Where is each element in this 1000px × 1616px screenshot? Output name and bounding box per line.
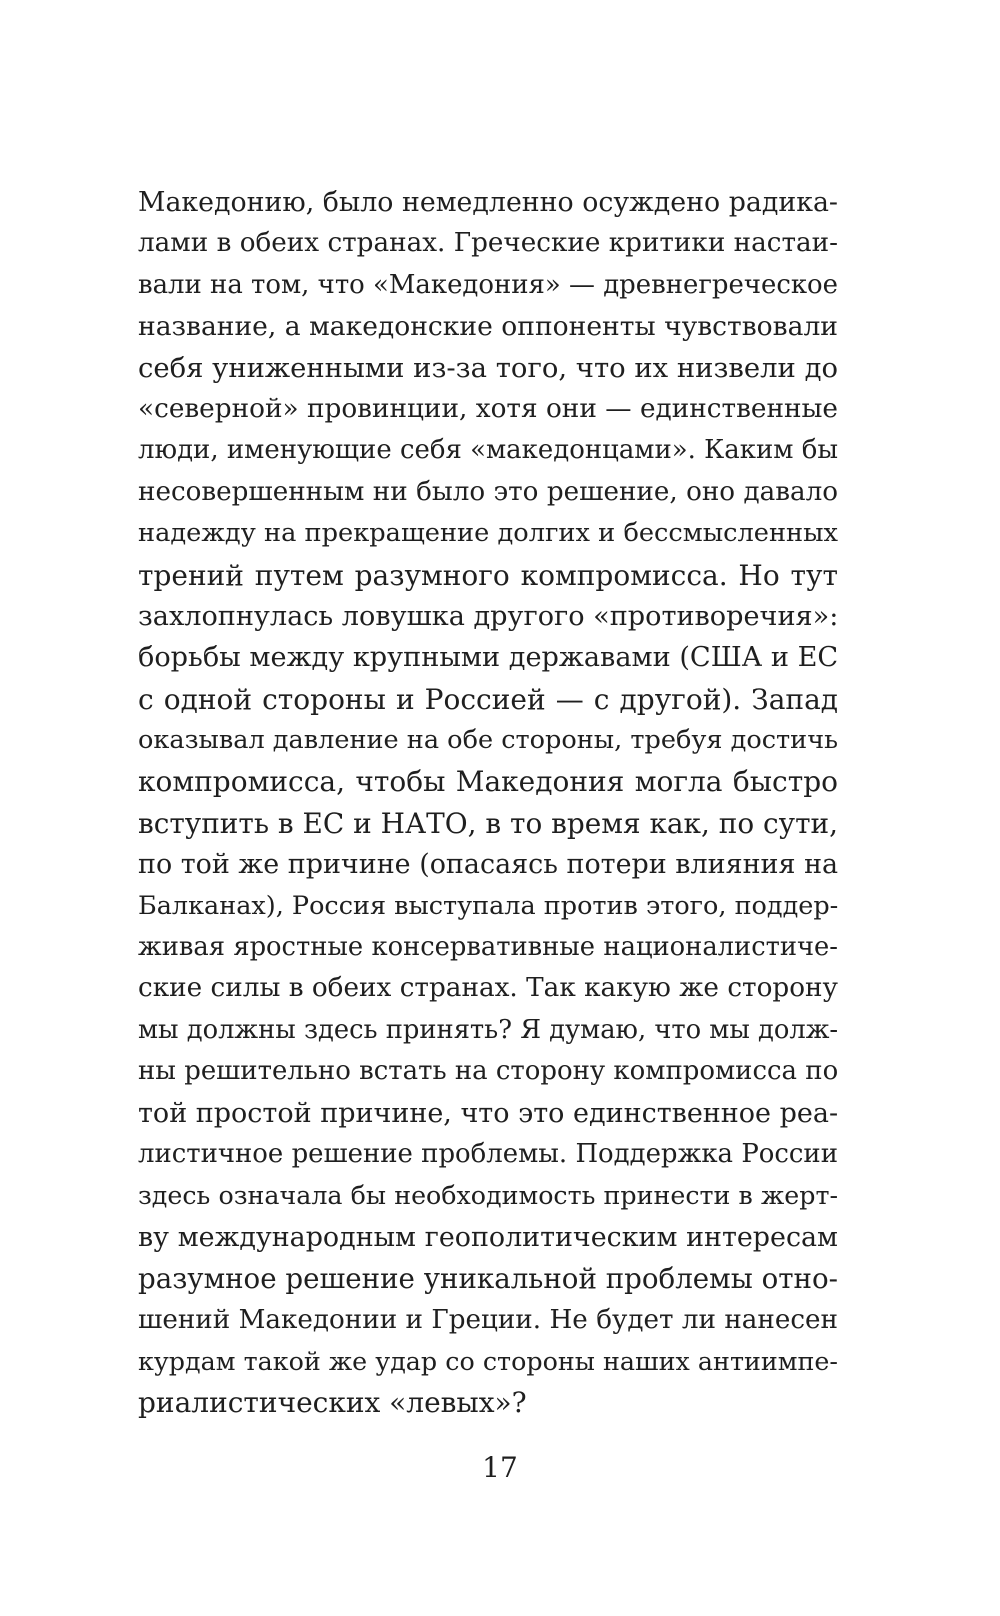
text-line: ские силы в обеих странах. Так какую же сторону bbox=[138, 973, 838, 1004]
text-line-last: риалистических «левых»? bbox=[138, 1386, 527, 1420]
text-line: мы должны здесь принять? Я думаю, что мы долж- bbox=[138, 1014, 839, 1045]
text-line: по той же причине (опасаясь потери влияния на bbox=[138, 849, 839, 881]
text-line: вали на том, что «Македония» — древнегреческое bbox=[138, 269, 838, 300]
text-line: вступить в ЕС и НАТО, в то время как, по сути, bbox=[138, 806, 838, 840]
text-line: оказывал давление на обе стороны, требуя достичь bbox=[138, 725, 838, 756]
text-line: «северной» провинции, хотя они — единственные bbox=[138, 393, 838, 424]
text-line: люди, именующие себя «македонцами». Каким бы bbox=[138, 435, 838, 466]
text-line: захлопнулась ловушка другого «противоречия»: bbox=[138, 600, 839, 632]
text-line: лами в обеих странах. Греческие критики настаи- bbox=[138, 228, 838, 259]
text-line: ны решительно встать на сторону компромисса по bbox=[138, 1056, 839, 1087]
text-line: себя униженными из-за того, что их низвели до bbox=[138, 352, 838, 384]
text-line: с одной стороны и Россией — с другой). Запад bbox=[138, 682, 838, 716]
text-line: листичное решение проблемы. Поддержка России bbox=[138, 1138, 838, 1169]
text-line: здесь означала бы необходимость принести в жерт- bbox=[138, 1180, 838, 1211]
text-line: шений Македонии и Греции. Не будет ли нанесен bbox=[138, 1304, 838, 1335]
page-number: 17 bbox=[482, 1451, 518, 1484]
text-line: компромисса, чтобы Македония могла быстро bbox=[138, 765, 838, 799]
text-line: той простой причине, что это единственное реа- bbox=[138, 1097, 839, 1129]
text-line: название, а македонские оппоненты чувствовали bbox=[138, 311, 838, 343]
text-line: несовершенным ни было это решение, оно давало bbox=[138, 476, 838, 507]
text-line: надежду на прекращение долгих и бессмысленных bbox=[138, 518, 838, 549]
text-line: Македонию, было немедленно осуждено радика- bbox=[138, 187, 838, 218]
body-text bbox=[138, 182, 838, 1424]
text-line: борьбы между крупными державами (США и ЕС bbox=[138, 642, 839, 674]
text-line: живая яростные консервативные националистиче- bbox=[138, 932, 838, 963]
text-line: разумное решение уникальной проблемы отно- bbox=[138, 1262, 838, 1296]
text-line: трений путем разумного компромисса. Но тут bbox=[138, 558, 838, 592]
text-line: курдам такой же удар со стороны наших антиимпе- bbox=[138, 1345, 838, 1376]
text-line: ву международным геополитическим интересам bbox=[138, 1221, 838, 1253]
text-line: Балканах), Россия выступала против этого, поддер- bbox=[138, 890, 839, 921]
